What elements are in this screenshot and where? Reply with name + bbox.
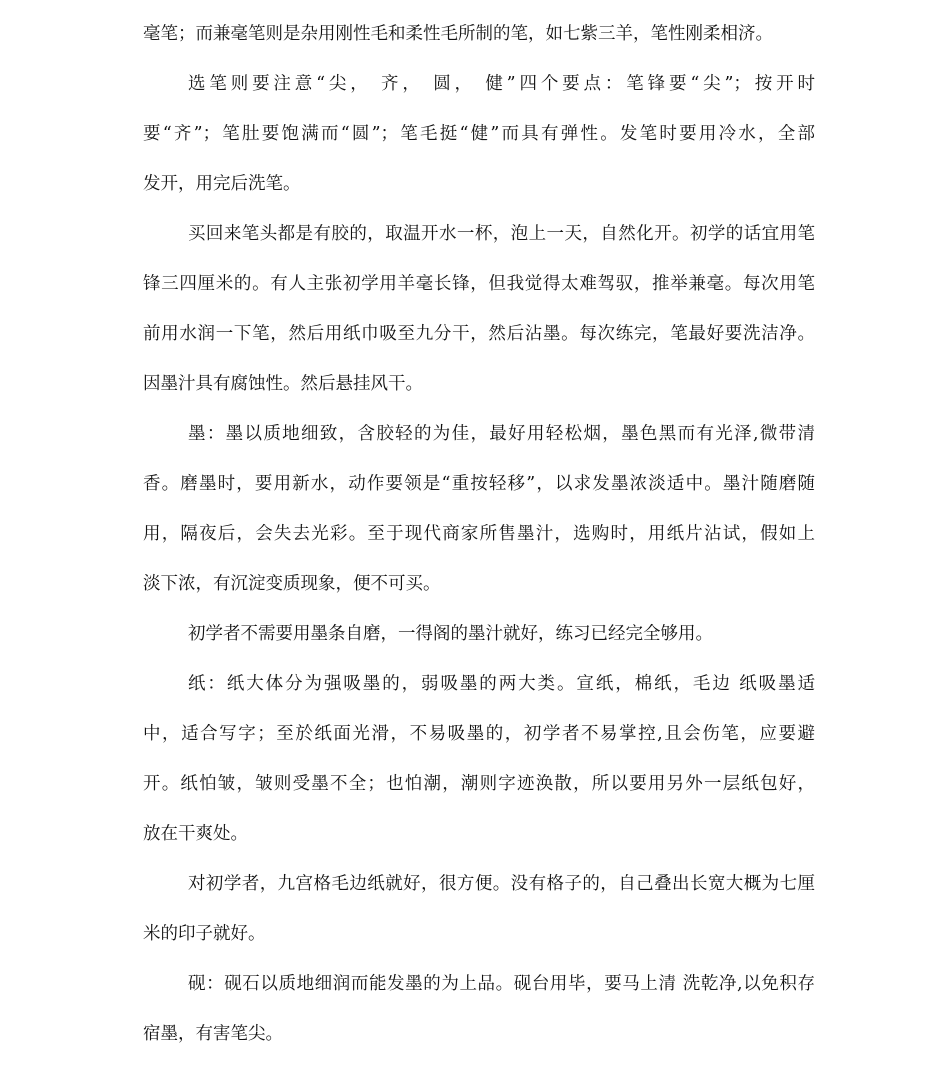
text-line: 开。纸怕皱，皱则受墨不全；也怕潮，潮则字迹涣散，所以要用另外一层纸包好， [143, 774, 815, 794]
text-line: 初学者不需要用墨条自磨，一得阁的墨汁就好，练习已经完全够用。 [188, 624, 713, 644]
text-line: 砚：砚石以质地细润而能发墨的为上品。砚台用毕，要马上清 洗乾净,以免积存 [188, 974, 815, 994]
text-line: 香。磨墨时，要用新水，动作要领是“重按轻移”，以求发墨浓淡适中。墨汁随磨随 [143, 474, 815, 494]
text-line: 毫笔；而兼毫笔则是杂用刚性毛和柔性毛所制的笔，如七紫三羊，笔性刚柔相济。 [143, 24, 773, 44]
text-line: 前用水润一下笔，然后用纸巾吸至九分干，然后沾墨。每次练完，笔最好要洗洁净。 [143, 324, 815, 344]
text-line: 用，隔夜后，会失去光彩。至于现代商家所售墨汁，选购时，用纸片沾试，假如上 [143, 524, 815, 544]
text-line: 选笔则要注意“尖， 齐， 圆， 健”四个要点：笔锋要“尖”；按开时 [188, 74, 815, 94]
text-line: 因墨汁具有腐蚀性。然后悬挂风干。 [143, 374, 423, 394]
text-line: 要“齐”；笔肚要饱满而“圆”；笔毛挺“健”而具有弹性。发笔时要用冷水，全部 [143, 124, 815, 144]
text-line: 米的印子就好。 [143, 924, 266, 944]
text-line: 墨：墨以质地细致，含胶轻的为佳，最好用轻松烟，墨色黑而有光泽,微带清 [188, 424, 815, 444]
text-line: 锋三四厘米的。有人主张初学用羊毫长锋，但我觉得太难驾驭，推举兼毫。每次用笔 [143, 274, 815, 294]
text-line: 淡下浓，有沉淀变质现象，便不可买。 [143, 574, 441, 594]
text-line: 买回来笔头都是有胶的，取温开水一杯，泡上一天，自然化开。初学的话宜用笔 [188, 224, 815, 244]
text-line: 对初学者，九宫格毛边纸就好，很方便。没有格子的，自己叠出长宽大概为七厘 [188, 874, 815, 894]
document-page [143, 18, 815, 1068]
text-line: 中，适合写字；至於纸面光滑，不易吸墨的，初学者不易掌控,且会伤笔，应要避 [143, 724, 815, 744]
text-line: 宿墨，有害笔尖。 [143, 1024, 283, 1044]
text-line: 发开，用完后洗笔。 [143, 174, 301, 194]
text-line: 纸：纸大体分为强吸墨的，弱吸墨的两大类。宣纸，棉纸，毛边 纸吸墨适 [188, 674, 815, 694]
text-line: 放在干爽处。 [143, 824, 248, 844]
